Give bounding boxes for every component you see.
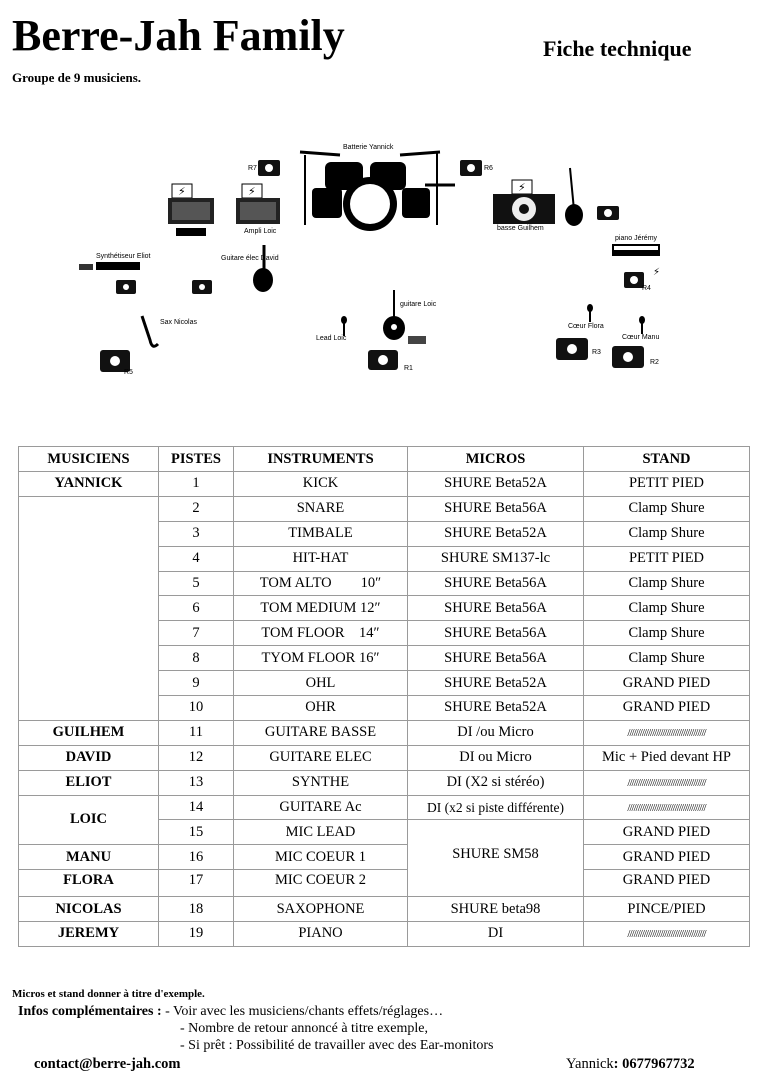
micro-cell: SHURE Beta52A [408,671,584,696]
label-ampli-loic: Ampli Loic [244,228,277,235]
stand-cell: ////////////////////////////////////// [584,770,750,795]
label-sax: Sax Nicolas [160,319,197,326]
label-r2: R2 [650,359,659,366]
stand-cell: GRAND PIED [584,671,750,696]
stand-cell: ////////////////////////////////////// [584,720,750,745]
stage-plan [0,100,768,420]
stand-cell: Mic + Pied devant HP [584,745,750,770]
musician-cell: ELIOT [19,770,159,795]
table-row [19,770,750,795]
instrument-cell: GUITARE ELEC [234,745,408,770]
infos-label: Infos complémentaires : [18,1004,162,1019]
table-row [19,922,750,947]
infos-item: Si prêt : Possibilité de travailler avec des Ear-monitors [188,1038,494,1053]
infos-line: Infos complémentaires : - Voir avec les musiciens/chants effets/réglages… [18,1004,444,1019]
piste-cell: 9 [159,671,234,696]
sax-icon [142,316,158,346]
header-musiciens: MUSICIENS [19,447,159,472]
piste-cell: 10 [159,696,234,721]
micro-cell: SHURE beta98 [408,897,584,922]
micro-cell: SHURE SM58 [408,820,584,897]
micro-cell: SHURE Beta52A [408,696,584,721]
phone-name: Yannick [566,1056,614,1072]
stand-cell: PETIT PIED [584,546,750,571]
technical-table [18,446,750,947]
monitor-r6-icon [460,160,482,176]
monitor-r7-icon [258,160,280,176]
acoustic-guitar-icon [383,290,405,340]
stand-cell: ////////////////////////////////////// [584,795,750,820]
label-r4: R4 [642,285,651,292]
document-type: Fiche technique [543,36,692,61]
stand-cell: ////////////////////////////////////// [584,922,750,947]
instrument-cell: MIC COEUR 2 [234,870,408,897]
microphone-icon [341,316,347,336]
infos-item: Nombre de retour annoncé à titre exemple, [188,1021,429,1036]
piste-cell: 5 [159,571,234,596]
micro-cell: DI ou Micro [408,745,584,770]
instrument-cell: TOM MEDIUM 12″ [234,596,408,621]
piste-cell: 12 [159,745,234,770]
instrument-cell: SNARE [234,496,408,521]
di-box-icon [408,336,426,344]
instrument-cell: OHR [234,696,408,721]
instrument-cell: TOM FLOOR 14″ [234,621,408,646]
table-row [19,845,750,870]
label-piano: piano Jérémy [615,235,658,242]
synth-icon [79,262,140,270]
svg-text:⚡: ⚡ [518,182,526,194]
micro-cell: SHURE SM137-lc [408,546,584,571]
label-r5: R5 [124,369,133,376]
micro-cell: DI [408,922,584,947]
instrument-cell: TIMBALE [234,521,408,546]
piste-cell: 2 [159,496,234,521]
musician-cell: DAVID [19,745,159,770]
footnote: Micros et stand donner à titre d'exemple. [12,988,205,1000]
musician-cell: FLORA [19,870,159,897]
svg-text:⚡: ⚡ [178,186,186,198]
stand-cell: Clamp Shure [584,646,750,671]
instrument-cell: KICK [234,472,408,497]
instrument-cell: TYOM FLOOR 16″ [234,646,408,671]
drum-kit-icon [300,152,455,231]
header-instruments: INSTRUMENTS [234,447,408,472]
infos-line: - Nombre de retour annoncé à titre exemple, [180,1021,429,1036]
label-basse: basse Guilhem [497,225,544,232]
monitor-icon [116,280,136,294]
stage-plan-drawing [0,100,768,420]
piste-cell: 4 [159,546,234,571]
micro-cell: SHURE Beta56A [408,646,584,671]
instrument-cell: SYNTHE [234,770,408,795]
contact-phone [566,1056,695,1073]
monitor-icon [597,206,619,220]
stand-cell: GRAND PIED [584,820,750,845]
table-row [19,496,750,521]
instrument-cell: OHL [234,671,408,696]
svg-text:⚡: ⚡ [248,186,256,198]
monitor-r3-icon [556,338,588,360]
stand-cell: Clamp Shure [584,596,750,621]
piste-cell: 19 [159,922,234,947]
micro-cell: DI /ou Micro [408,720,584,745]
musician-cell: YANNICK [19,472,159,497]
piste-cell: 17 [159,870,234,897]
electric-guitar-icon [253,245,273,292]
label-r6: R6 [484,165,493,172]
instrument-cell: MIC COEUR 1 [234,845,408,870]
header-stand: STAND [584,447,750,472]
label-guitare-loic: guitare Loic [400,301,437,308]
bass-amp-icon [493,168,583,226]
piste-cell: 3 [159,521,234,546]
stand-cell: PETIT PIED [584,472,750,497]
table-row [19,897,750,922]
piste-cell: 11 [159,720,234,745]
musician-cell [19,496,159,720]
infos-line: - Si prêt : Possibilité de travailler avec des Ear-monitors [180,1038,494,1053]
piano-icon [612,244,660,256]
musician-cell: GUILHEM [19,720,159,745]
label-r3: R3 [592,349,601,356]
instrument-cell: GUITARE Ac [234,795,408,820]
table-row [19,745,750,770]
musician-cell: NICOLAS [19,897,159,922]
musician-cell: MANU [19,845,159,870]
stand-cell: GRAND PIED [584,845,750,870]
musician-cell: JEREMY [19,922,159,947]
stand-cell: Clamp Shure [584,621,750,646]
micro-cell: SHURE Beta56A [408,596,584,621]
stand-cell: Clamp Shure [584,521,750,546]
table-row [19,795,750,820]
instrument-cell: HIT-HAT [234,546,408,571]
piste-cell: 8 [159,646,234,671]
infos-item: Voir avec les musiciens/chants effets/réglages… [173,1004,444,1019]
label-coeur-flora: Cœur Flora [568,323,604,330]
stand-cell: GRAND PIED [584,696,750,721]
label-r1: R1 [404,365,413,372]
header-micros: MICROS [408,447,584,472]
piste-cell: 16 [159,845,234,870]
musician-cell: LOIC [19,795,159,845]
microphone-icon [639,316,645,334]
page-title: Berre-Jah Family [12,11,345,60]
piste-cell: 14 [159,795,234,820]
monitor-r2-icon [612,346,644,368]
monitor-r1-icon [368,350,398,370]
table-header-row [19,447,750,472]
svg-text:⚡: ⚡ [653,267,661,278]
micro-cell: DI (X2 si stéréo) [408,770,584,795]
instrument-cell: GUITARE BASSE [234,720,408,745]
page-subtitle: Groupe de 9 musiciens. [12,70,142,85]
micro-cell: DI (x2 si piste différente) [408,795,584,820]
micro-cell: SHURE Beta56A [408,496,584,521]
monitor-icon [192,280,212,294]
phone-number[interactable]: : 0677967732 [613,1056,695,1072]
header-pistes: PISTES [159,447,234,472]
label-drums: Batterie Yannick [343,144,394,151]
instrument-cell: TOM ALTO 10″ [234,571,408,596]
table-row [19,472,750,497]
micro-cell: SHURE Beta52A [408,521,584,546]
stand-cell: PINCE/PIED [584,897,750,922]
label-guitare-elec: Guitare élec David [221,255,279,262]
label-synth: Synthétiseur Eliot [96,253,151,260]
micro-cell: SHURE Beta52A [408,472,584,497]
stand-cell: GRAND PIED [584,870,750,897]
micro-cell: SHURE Beta56A [408,621,584,646]
piste-cell: 18 [159,897,234,922]
label-lead: Lead Loic [316,335,347,342]
instrument-cell: SAXOPHONE [234,897,408,922]
micro-cell: SHURE Beta56A [408,571,584,596]
table-row [19,870,750,897]
microphone-icon [587,304,593,322]
stand-cell: Clamp Shure [584,571,750,596]
instrument-cell: MIC LEAD [234,820,408,845]
piste-cell: 1 [159,472,234,497]
stand-cell: Clamp Shure [584,496,750,521]
contact-email[interactable]: contact@berre-jah.com [34,1056,181,1072]
piste-cell: 7 [159,621,234,646]
piste-cell: 6 [159,596,234,621]
piste-cell: 13 [159,770,234,795]
label-r7: R7 [248,165,257,172]
piste-cell: 15 [159,820,234,845]
table-row [19,720,750,745]
instrument-cell: PIANO [234,922,408,947]
infos-block [18,1003,493,1054]
label-coeur-manu: Cœur Manu [622,334,660,341]
